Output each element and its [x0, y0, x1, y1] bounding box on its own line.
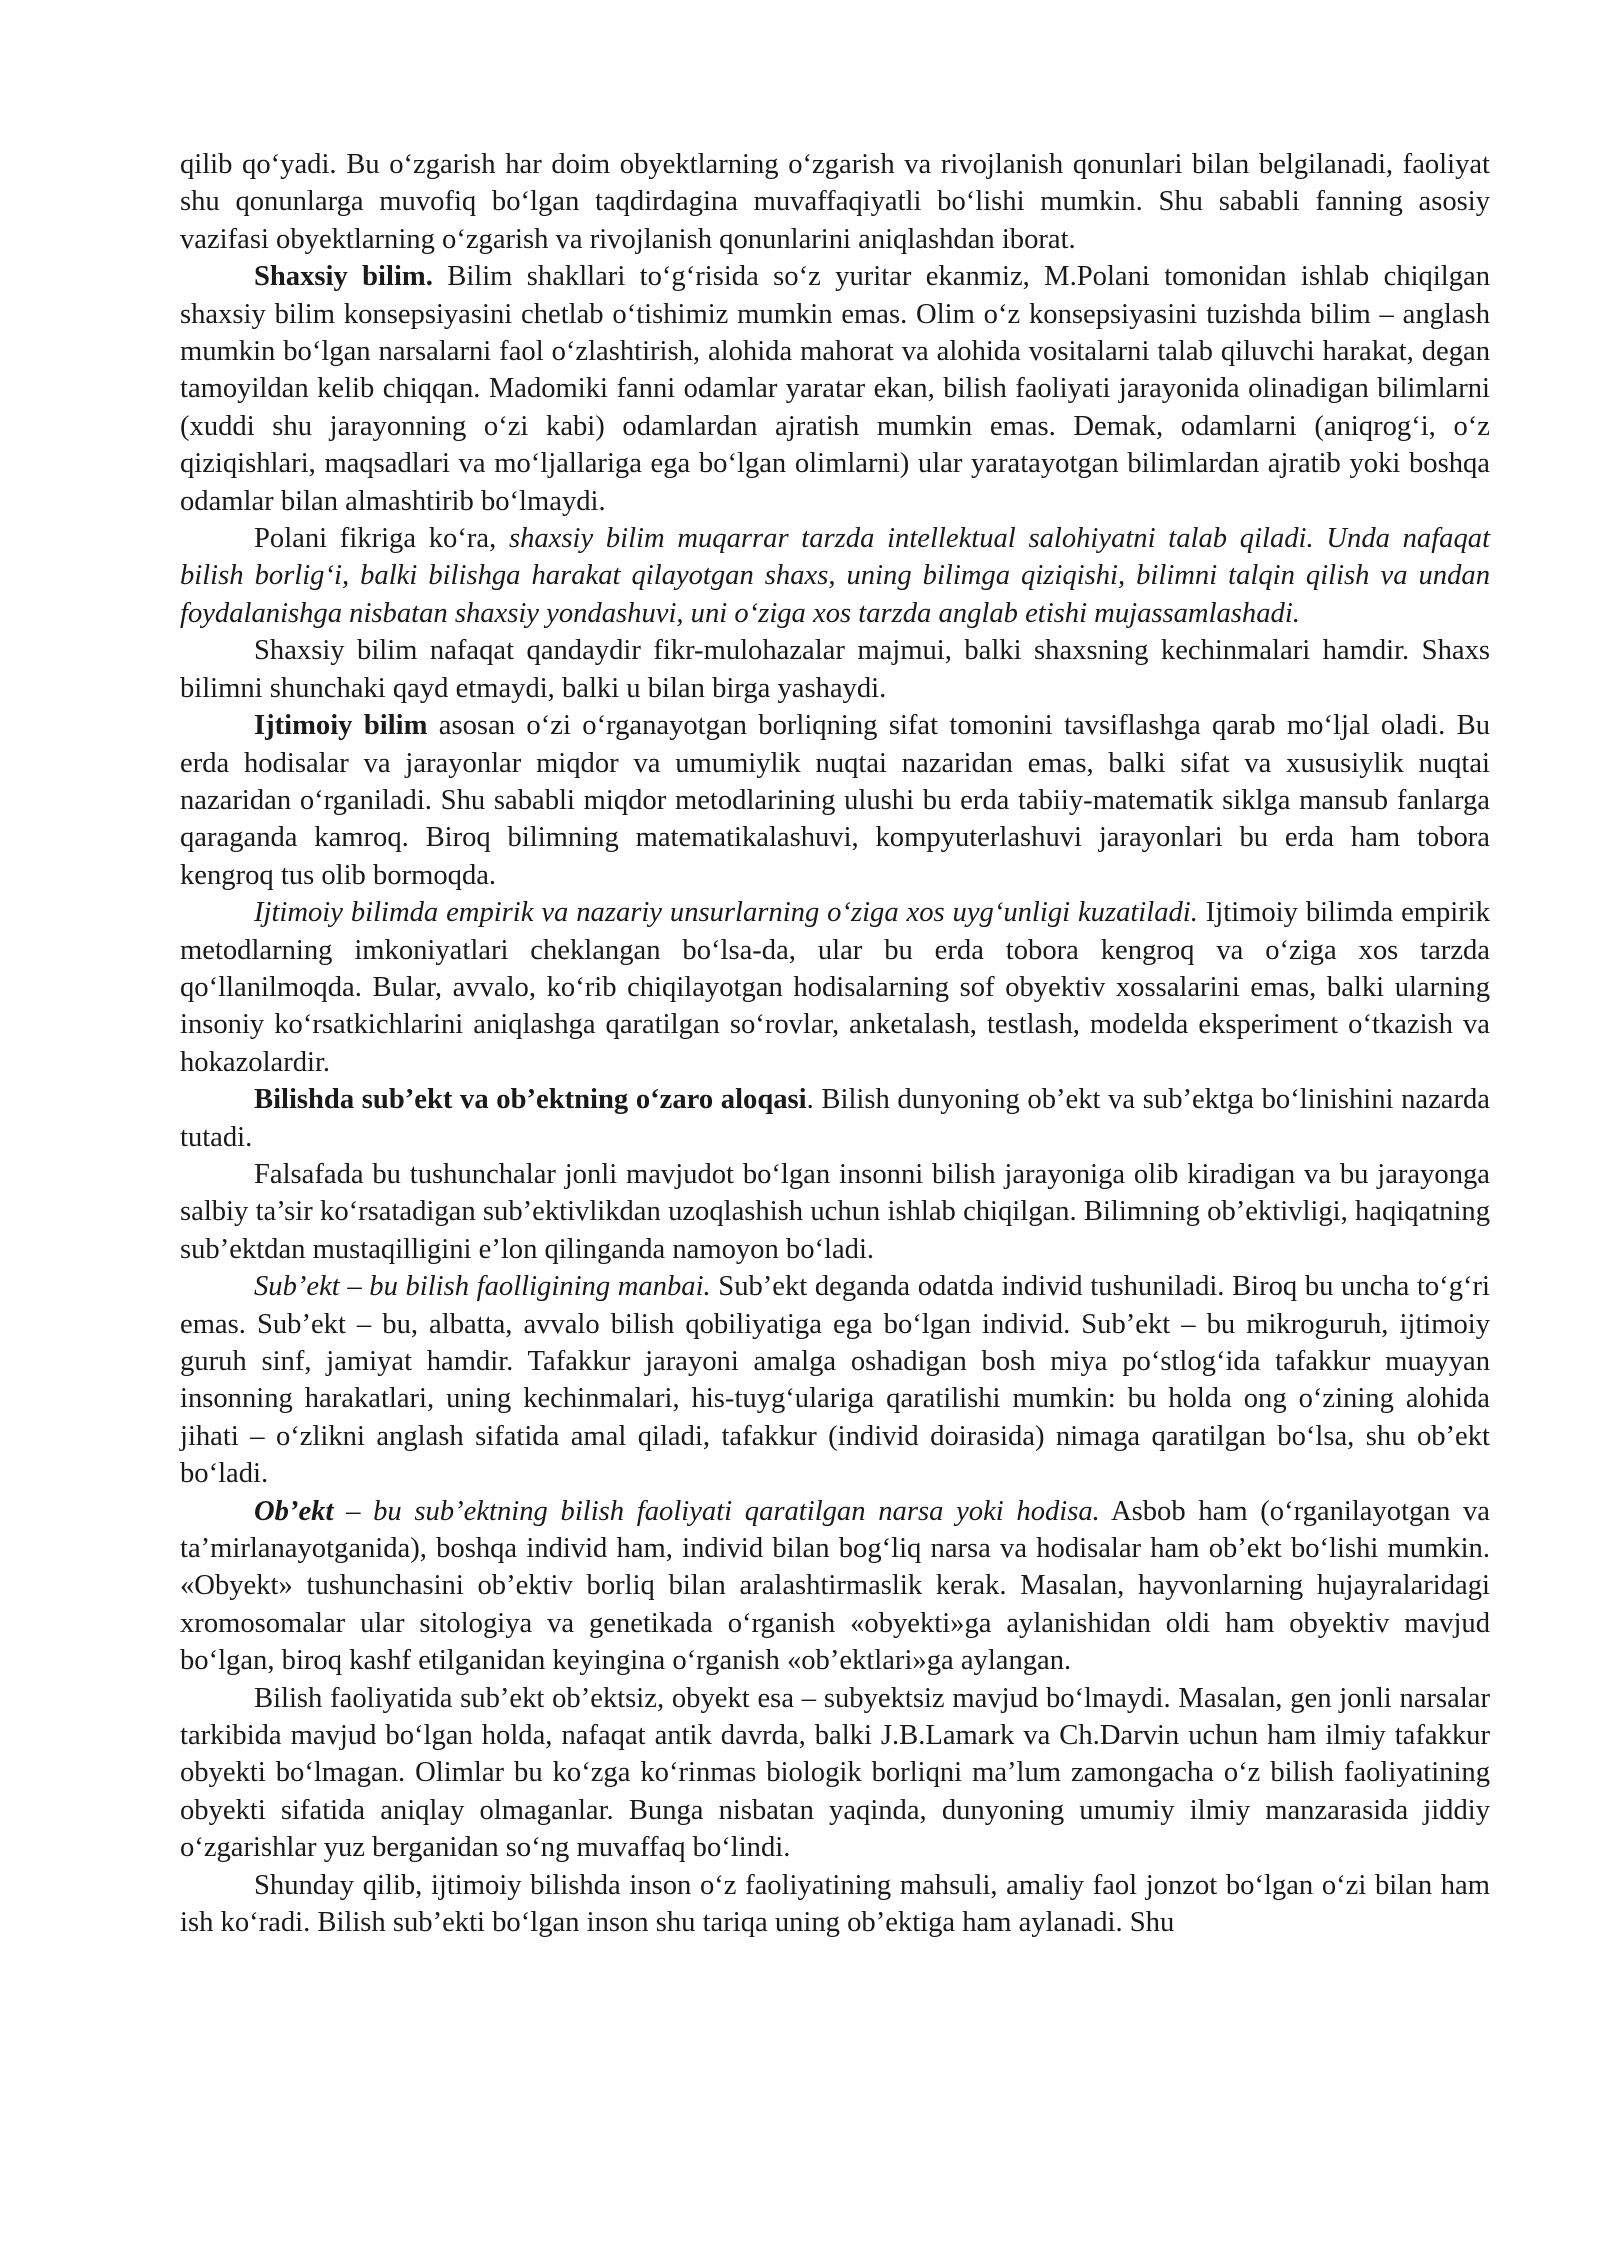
paragraph [180, 520, 1490, 632]
italic-run: Sub’ekt – bu bilish faolligining manbai. [254, 1271, 711, 1303]
text-run: Shunday qilib, ijtimoiy bilishda inson o‘z faoliyatining mahsuli, amaliy faol jonzot bo‘lgan o‘zi bilan ham ish ko‘radi. Bilish sub’ekti bo‘lgan inson shu tariqa uning ob’ektiga ham aylanadi. Shu [180, 1869, 1490, 1939]
text-run: Sub’ekt deganda odatda individ tushuniladi. Biroq bu uncha to‘g‘ri emas. Sub’ekt – bu, albatta, avvalo bilish qobiliyatiga ega bo‘lgan individ. Sub’ekt – bu mikroguruh, ijtimoiy guruh sinf, jamiyat hamdir. Tafakkur jarayoni amalga oshadigan bosh miya po‘stlog‘ida tafakkur muayyan insonning harakatlari, uning kechinmalari, his-tuyg‘ulariga qaratilishi mumkin: bu holda ong o‘zining alohida jihati – o‘zlikni anglash sifatida amal qiladi, tafakkur (individ doirasida) nimaga qaratilgan bo‘lsa, shu ob’ekt bo‘ladi. [180, 1271, 1490, 1490]
document-page [180, 146, 1490, 1942]
paragraph [180, 632, 1490, 707]
heading-run: Bilishda sub’ekt va ob’ektning o‘zaro aloqasi [254, 1084, 807, 1116]
text-run: Shaxsiy bilim nafaqat qandaydir fikr-mulohazalar majmui, balki shaxsning kechinmalari hamdir. Shaxs bilimni shunchaki qayd etmaydi, balki u bilan birga yashaydi. [180, 635, 1490, 704]
text-run: Bilish faoliyatida sub’ekt ob’ektsiz, obyekt esa – subyektsiz mavjud bo‘lmaydi. Masalan, gen jonli narsalar tarkibida mavjud bo‘lgan holda, nafaqat antik davrda, balki J.B.Lamark va Ch.Darvin uchun ham ilmiy tafakkur obyekti bo‘lmagan. Olimlar bu ko‘zga ko‘rinmas biologik borliqni ma’lum zamongacha o‘z bilish faoliyatining obyekti sifatida aniqlay olmaganlar. Bunga nisbatan yaqinda, dunyoning umumiy ilmiy manzarasida jiddiy o‘zgarishlar yuz berganidan so‘ng muvaffaq bo‘lindi. [180, 1682, 1490, 1864]
paragraph [180, 1268, 1490, 1492]
text-run: Polani fikriga ko‘ra, [254, 523, 509, 555]
text-run: Bilim shakllari to‘g‘risida so‘z yuritar ekanmiz, M.Polani tomonidan ishlab chiqilgan shaxsiy bilim konsepsiyasini chetlab o‘tishimiz mumkin emas. Olim o‘z konsepsiyasini tuzishda bilim – anglash mumkin bo‘lgan narsalarni faol o‘zlashtirish, alohida mahorat va alohida vositalarni talab qiluvchi harakat, degan tamoyildan kelib chiqqan. Madomiki fanni odamlar yaratar ekan, bilish faoliyati jarayonida olinadigan bilimlarni (xuddi shu jarayonning o‘zi kabi) odamlardan ajratish mumkin emas. Demak, odamlarni (aniqrog‘i, o‘z qiziqishlari, maqsadlari va mo‘ljallariga ega bo‘lgan olimlarni) ular yaratayotgan bilimlardan ajratib yoki boshqa odamlar bilan almashtirib bo‘lmaydi. [180, 261, 1491, 517]
heading-run: Shaxsiy bilim. [254, 261, 433, 293]
paragraph [180, 1156, 1490, 1268]
text-run: asosan o‘zi o‘rganayotgan borliqning sifat tomonini tavsiflashga qarab mo‘ljal oladi. Bu erda hodisalar va jarayonlar miqdor va umumiylik nuqtai nazaridan emas, balki sifat va xususiylik nuqtai nazaridan o‘rganiladi. Shu sababli miqdor metodlarining ulushi bu erda tabiiy-matematik siklga mansub fanlarga qaraganda kamroq. Biroq bilimning matematikalashuvi, kompyuterlashuvi jarayonlari bu erda ham tobora kengroq tus olib bormoqda. [180, 710, 1490, 891]
text-run: . Bilish dunyoning ob’ekt va sub’ektga bo‘linishini nazarda tutadi. [180, 1084, 1490, 1153]
paragraph [180, 1493, 1490, 1680]
bold-italic-run: Ob’ekt [254, 1495, 334, 1527]
paragraph-ijtimoiy-bilim [180, 707, 1490, 894]
text-run: Asbob ham (o‘rganilayotgan va ta’mirlanayotganida), boshqa individ ham, individ bilan bog‘liq narsa va hodisalar ham ob’ekt bo‘lishi mumkin. «Obyekt» tushunchasini ob’ektiv borliq bilan aralashtirmaslik kerak. Masalan, hayvonlarning hujayralaridagi xromosomalar ular sitologiya va genetikada o‘rganish «obyekti»ga aylanishidan oldi ham obyektiv mavjud bo‘lgan, biroq kashf etilganidan keyingina o‘rganish «ob’ektlari»ga aylangan. [180, 1495, 1490, 1677]
italic-run: Ijtimoiy bilimda empirik va nazariy unsurlarning o‘ziga xos uyg‘unligi kuzatiladi. [254, 897, 1198, 929]
italic-run: shaxsiy bilim muqarrar tarzda intellektual salohiyatni talab qiladi. Unda nafaqat bilish borlig‘i, balki bilishga harakat qilayotgan shaxs, uning bilimga qiziqishi, bilimni talqin qilish va undan foydalanishga nisbatan shaxsiy yondashuvi, uni o‘ziga xos tarzda anglab etishi mujassamlashadi. [180, 523, 1491, 629]
paragraph-subekt-obekt [180, 1081, 1490, 1156]
paragraph [180, 146, 1490, 258]
italic-run: – bu sub’ektning bilish faoliyati qaratilgan narsa yoki hodisa. [333, 1495, 1100, 1527]
paragraph [180, 1867, 1490, 1942]
text-run: Ijtimoiy bilimda empirik metodlarning imkoniyatlari cheklangan bo‘lsa-da, ular bu erda tobora kengroq va o‘ziga xos tarzda qo‘llanilmoqda. Bular, avvalo, ko‘rib chiqilayotgan hodisalarning sof obyektiv xossalarini emas, balki ularning insoniy ko‘rsatkichlarini aniqlashga qaratilgan so‘rovlar, anketalash, testlash, modelda eksperiment o‘tkazish va hokazolardir. [180, 897, 1491, 1078]
paragraph-shaxsiy-bilim [180, 258, 1490, 520]
text-run: qilib qo‘yadi. Bu o‘zgarish har doim obyektlarning o‘zgarish va rivojlanish qonunlari bilan belgilanadi, faoliyat shu qonunlarga muvofiq bo‘lgan taqdirdagina muvaffaqiyatli bo‘lishi mumkin. Shu sababli fanning asosiy vazifasi obyektlarning o‘zgarish va rivojlanish qonunlarini aniqlashdan iborat. [180, 149, 1490, 255]
text-run: Falsafada bu tushunchalar jonli mavjudot bo‘lgan insonni bilish jarayoniga olib kiradigan va bu jarayonga salbiy ta’sir ko‘rsatadigan sub’ektivlikdan uzoqlashish uchun ishlab chiqilgan. Bilimning ob’ektivligi, haqiqatning sub’ektdan mustaqilligini e’lon qilinganda namoyon bo‘ladi. [180, 1158, 1490, 1265]
heading-run: Ijtimoiy bilim [254, 710, 428, 742]
paragraph [180, 1680, 1490, 1867]
paragraph [180, 894, 1490, 1081]
